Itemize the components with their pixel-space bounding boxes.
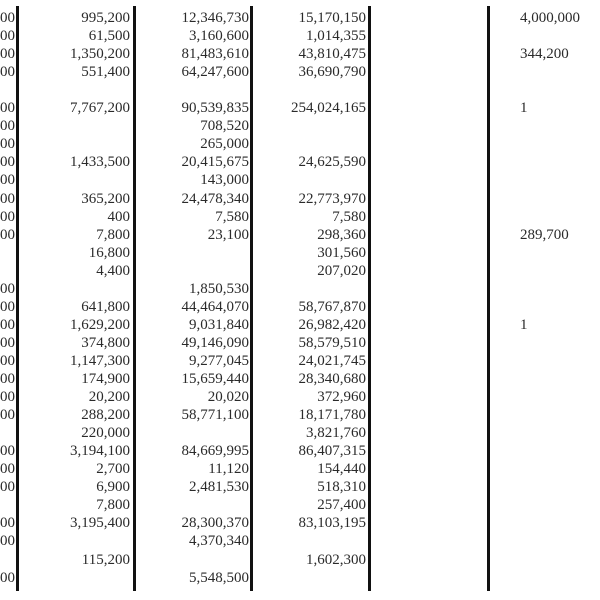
table-cell-b: 1,433,500 bbox=[70, 154, 130, 171]
table-cell-a: 00 bbox=[0, 371, 15, 387]
table-row bbox=[0, 460, 600, 478]
table-cell-c: 81,483,610 bbox=[181, 46, 249, 63]
table-cell-f: 289,700 bbox=[520, 226, 569, 243]
table-cell-d: 7,580 bbox=[332, 208, 366, 225]
table-row bbox=[0, 496, 600, 514]
table-cell-d: 207,020 bbox=[317, 262, 366, 279]
table-cell-c: 15,659,440 bbox=[181, 371, 249, 387]
table-row bbox=[0, 551, 600, 569]
table-cell-a: 00 bbox=[0, 316, 15, 333]
table-cell-d: 43,810,475 bbox=[298, 46, 366, 63]
table-row bbox=[0, 244, 600, 262]
table-cell-b: 4,400 bbox=[96, 262, 130, 279]
table-cell-b: 7,800 bbox=[96, 226, 130, 243]
table-cell-c: 1,850,530 bbox=[189, 280, 249, 297]
table-cell-f: 1 bbox=[520, 100, 528, 117]
table-cell-c: 23,100 bbox=[207, 226, 249, 243]
table-cell-d: 1,014,355 bbox=[306, 28, 366, 45]
table-cell-d: 3,821,760 bbox=[306, 425, 366, 442]
table-row bbox=[0, 99, 600, 117]
table-cell-a: 00 bbox=[0, 334, 15, 351]
table-cell-b: 995,200 bbox=[81, 10, 130, 26]
table-cell-d: 298,360 bbox=[317, 226, 366, 243]
table-cell-b: 16,800 bbox=[88, 244, 130, 261]
table-row bbox=[0, 190, 600, 208]
table-cell-a: 00 bbox=[0, 389, 15, 406]
table-cell-a: 00 bbox=[0, 64, 15, 81]
table-row bbox=[0, 406, 600, 424]
table-cell-a: 00 bbox=[0, 533, 15, 550]
table-cell-c: 708,520 bbox=[200, 118, 249, 135]
table-cell-a: 00 bbox=[0, 407, 15, 424]
table-row bbox=[0, 388, 600, 406]
table-cell-d: 24,021,745 bbox=[298, 352, 366, 369]
table-row bbox=[0, 316, 600, 334]
table-cell-d: 518,310 bbox=[317, 479, 366, 496]
table-row bbox=[0, 208, 600, 226]
table-cell-d: 58,579,510 bbox=[298, 334, 366, 351]
table-cell-c: 44,464,070 bbox=[181, 298, 249, 315]
table-row bbox=[0, 153, 600, 171]
table-cell-c: 28,300,370 bbox=[181, 515, 249, 532]
table-cell-c: 49,146,090 bbox=[181, 334, 249, 351]
table-cell-c: 90,539,835 bbox=[181, 100, 249, 117]
table-cell-a: 00 bbox=[0, 443, 15, 460]
table-cell-d: 86,407,315 bbox=[298, 443, 366, 460]
table-cell-a: 00 bbox=[0, 154, 15, 171]
table-cell-f: 4,000,000 bbox=[520, 10, 580, 26]
table-cell-d: 15,170,150 bbox=[298, 10, 366, 26]
table-cell-b: 1,147,300 bbox=[70, 352, 130, 369]
table-cell-c: 4,370,340 bbox=[189, 533, 249, 550]
table-cell-b: 551,400 bbox=[81, 64, 130, 81]
table-cell-c: 3,160,600 bbox=[189, 28, 249, 45]
table-cell-a: 00 bbox=[0, 100, 15, 117]
table-row bbox=[0, 334, 600, 352]
table-row bbox=[0, 424, 600, 442]
table-row bbox=[0, 262, 600, 280]
table-cell-c: 20,020 bbox=[207, 389, 249, 406]
table-cell-c: 24,478,340 bbox=[181, 190, 249, 207]
table-row bbox=[0, 135, 600, 153]
table-cell-b: 20,200 bbox=[88, 389, 130, 406]
table-cell-c: 9,277,045 bbox=[189, 352, 249, 369]
table-cell-d: 36,690,790 bbox=[298, 64, 366, 81]
table-cell-b: 374,800 bbox=[81, 334, 130, 351]
table-cell-c: 5,548,500 bbox=[189, 569, 249, 586]
table-cell-b: 115,200 bbox=[81, 551, 130, 568]
table-cell-a: 00 bbox=[0, 190, 15, 207]
table-cell-a: 00 bbox=[0, 118, 15, 135]
table-cell-d: 83,103,195 bbox=[298, 515, 366, 532]
table-row bbox=[0, 442, 600, 460]
table-cell-d: 22,773,970 bbox=[298, 190, 366, 207]
table-row bbox=[0, 63, 600, 81]
table-cell-b: 3,194,100 bbox=[70, 443, 130, 460]
table-cell-c: 64,247,600 bbox=[181, 64, 249, 81]
table-row bbox=[0, 280, 600, 298]
table-row bbox=[0, 117, 600, 135]
table-cell-b: 365,200 bbox=[81, 190, 130, 207]
table-cell-a: 00 bbox=[0, 136, 15, 153]
table-cell-d: 1,602,300 bbox=[306, 551, 366, 568]
table-cell-a: 00 bbox=[0, 515, 15, 532]
table-cell-d: 372,960 bbox=[317, 389, 366, 406]
table-cell-c: 9,031,840 bbox=[189, 316, 249, 333]
table-cell-b: 7,800 bbox=[96, 497, 130, 514]
table-row bbox=[0, 569, 600, 587]
table-cell-b: 220,000 bbox=[81, 425, 130, 442]
table-cell-a: 00 bbox=[0, 226, 15, 243]
table-cell-b: 7,767,200 bbox=[70, 100, 130, 117]
table-cell-b: 1,350,200 bbox=[70, 46, 130, 63]
table-row bbox=[0, 27, 600, 45]
table-cell-c: 7,580 bbox=[215, 208, 249, 225]
table-cell-a: 00 bbox=[0, 28, 15, 45]
table-row bbox=[0, 81, 600, 99]
table-cell-a: 00 bbox=[0, 569, 15, 586]
table-cell-d: 257,400 bbox=[317, 497, 366, 514]
table-cell-b: 3,195,400 bbox=[70, 515, 130, 532]
table-cell-b: 1,629,200 bbox=[70, 316, 130, 333]
table-row bbox=[0, 352, 600, 370]
table-cell-d: 154,440 bbox=[317, 461, 366, 478]
table-row bbox=[0, 45, 600, 63]
table-cell-d: 26,982,420 bbox=[298, 316, 366, 333]
table-cell-d: 301,560 bbox=[317, 244, 366, 261]
table-row bbox=[0, 171, 600, 189]
table-cell-d: 254,024,165 bbox=[291, 100, 366, 117]
table-cell-f: 344,200 bbox=[520, 46, 569, 63]
table-cell-d: 24,625,590 bbox=[298, 154, 366, 171]
table-cell-b: 6,900 bbox=[96, 479, 130, 496]
table-cell-a: 00 bbox=[0, 280, 15, 297]
table-row bbox=[0, 9, 600, 27]
table-cell-d: 18,171,780 bbox=[298, 407, 366, 424]
table-cell-c: 265,000 bbox=[200, 136, 249, 153]
table-cell-b: 61,500 bbox=[88, 28, 130, 45]
table-cell-b: 641,800 bbox=[81, 298, 130, 315]
table-cell-b: 2,700 bbox=[96, 461, 130, 478]
table-cell-c: 2,481,530 bbox=[189, 479, 249, 496]
table-cell-c: 143,000 bbox=[200, 172, 249, 189]
table-row bbox=[0, 226, 600, 244]
table-cell-d: 58,767,870 bbox=[298, 298, 366, 315]
table-cell-a: 00 bbox=[0, 461, 15, 478]
table-cell-a: 00 bbox=[0, 479, 15, 496]
table-cell-a: 00 bbox=[0, 46, 15, 63]
table-cell-c: 84,669,995 bbox=[181, 443, 249, 460]
table-cell-a: 00 bbox=[0, 298, 15, 315]
table-row bbox=[0, 298, 600, 316]
table-row bbox=[0, 478, 600, 496]
table-cell-a: 00 bbox=[0, 10, 15, 26]
table-cell-b: 174,900 bbox=[81, 371, 130, 387]
table-cell-b: 400 bbox=[107, 208, 130, 225]
table-row bbox=[0, 532, 600, 550]
table-cell-a: 00 bbox=[0, 172, 15, 189]
table-cell-d: 28,340,680 bbox=[298, 371, 366, 387]
table-cell-c: 58,771,100 bbox=[181, 407, 249, 424]
table-cell-b: 288,200 bbox=[81, 407, 130, 424]
table-row bbox=[0, 370, 600, 388]
table-cell-a: 00 bbox=[0, 352, 15, 369]
table-cell-c: 12,346,730 bbox=[181, 10, 249, 26]
table-cell-c: 11,120 bbox=[208, 461, 249, 478]
table-row bbox=[0, 514, 600, 532]
table-cell-c: 20,415,675 bbox=[181, 154, 249, 171]
table-cell-f: 1 bbox=[520, 316, 528, 333]
table-cell-a: 00 bbox=[0, 208, 15, 225]
